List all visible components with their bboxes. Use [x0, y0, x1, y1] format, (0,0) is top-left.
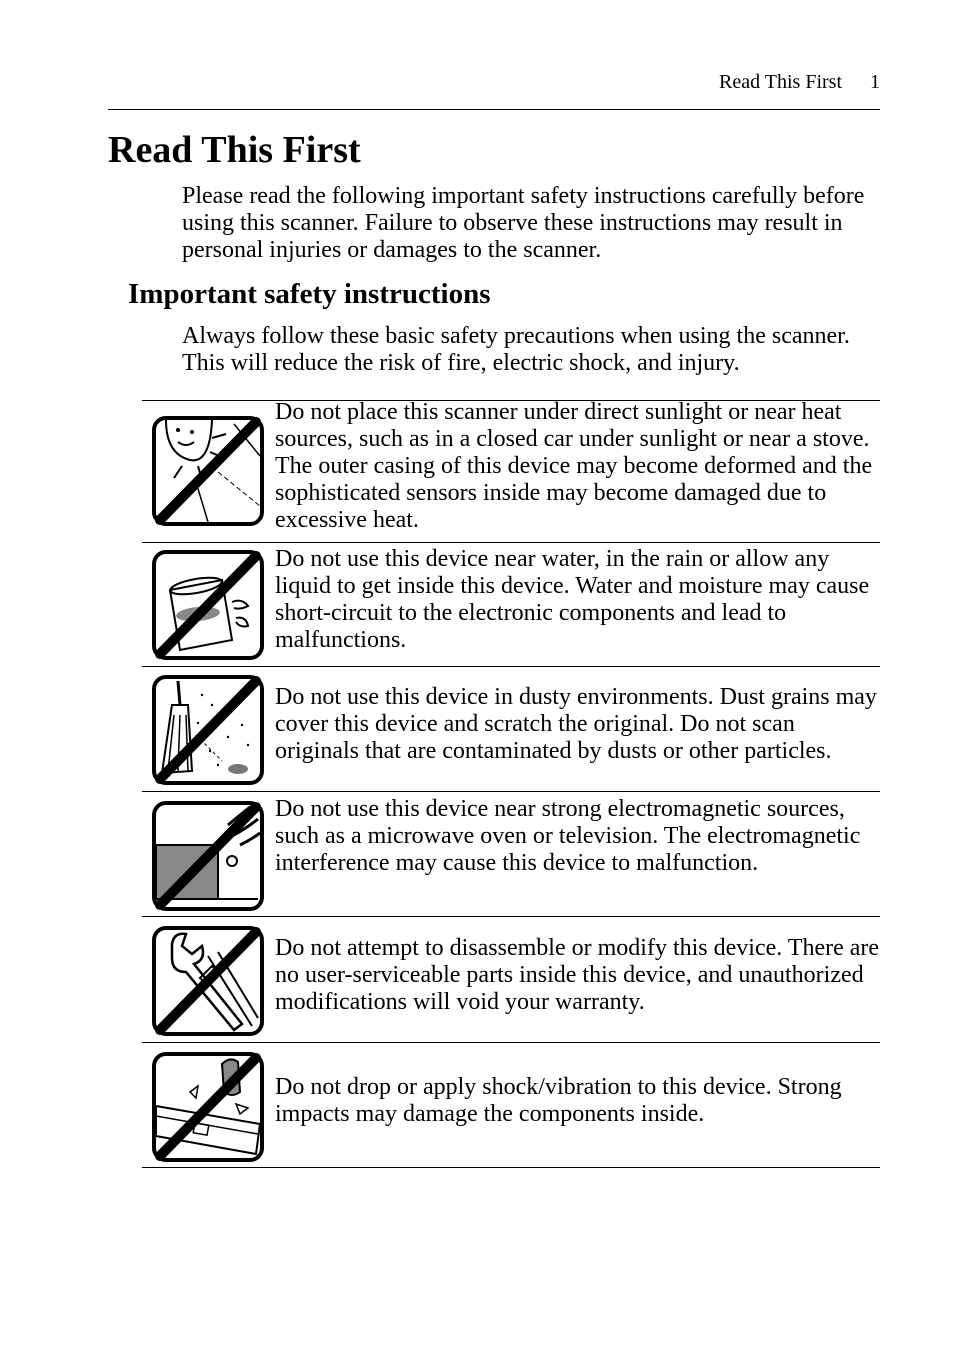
page-number: 1: [870, 71, 880, 93]
section-intro-paragraph: Always follow these basic safety precautions when using the scanner. This will reduce the risk of fire, electric shock, and injury.: [182, 323, 850, 376]
table-rule: [142, 542, 880, 543]
table-rule: [142, 791, 880, 792]
instruction-text: Do not use this device near water, in the rain or allow any liquid to get inside this device. Water and moisture may cause short-circuit to the electronic components and lead to malfunctions.: [275, 546, 870, 653]
page-title: Read This First: [108, 129, 361, 171]
header-rule: [108, 109, 880, 110]
running-header: [108, 68, 880, 96]
running-header-title: Read This First: [719, 71, 842, 93]
instruction-text: Do not use this device near strong electromagnetic sources, such as a microwave oven or television. The electromagnetic interference may cause this device to malfunction.: [275, 796, 861, 876]
no-sunlight-heat-icon: [152, 416, 264, 526]
no-shock-vibration-icon: [152, 1052, 264, 1162]
no-disassemble-icon: [152, 926, 264, 1036]
instruction-text: Do not place this scanner under direct sunlight or near heat sources, such as in a closed car under sunlight or near a stove. The outer casing of this device may become deformed and the sophisticated sensors inside may become damaged due to excessive heat.: [275, 399, 873, 533]
instruction-text: Do not use this device in dusty environments. Dust grains may cover this device and scratch the original. Do not scan originals that are contaminated by dusts or other particles.: [275, 684, 877, 764]
no-electromagnetic-icon: [152, 801, 264, 911]
no-dust-icon: [152, 675, 264, 785]
table-rule: [142, 1167, 880, 1168]
instruction-text: Do not attempt to disassemble or modify this device. There are no user-serviceable parts inside this device, and unauthorized modifications will void your warranty.: [275, 935, 880, 1015]
instruction-text: Do not drop or apply shock/vibration to this device. Strong impacts may damage the components inside.: [275, 1074, 842, 1127]
table-rule: [142, 916, 880, 917]
section-heading: Important safety instructions: [128, 278, 491, 310]
table-rule: [142, 666, 880, 667]
intro-paragraph: Please read the following important safety instructions carefully before using this scanner. Failure to observe these instructions may result in personal injuries or damages to the scanner.: [182, 183, 865, 263]
no-water-liquid-icon: [152, 550, 264, 660]
table-rule: [142, 1042, 880, 1043]
